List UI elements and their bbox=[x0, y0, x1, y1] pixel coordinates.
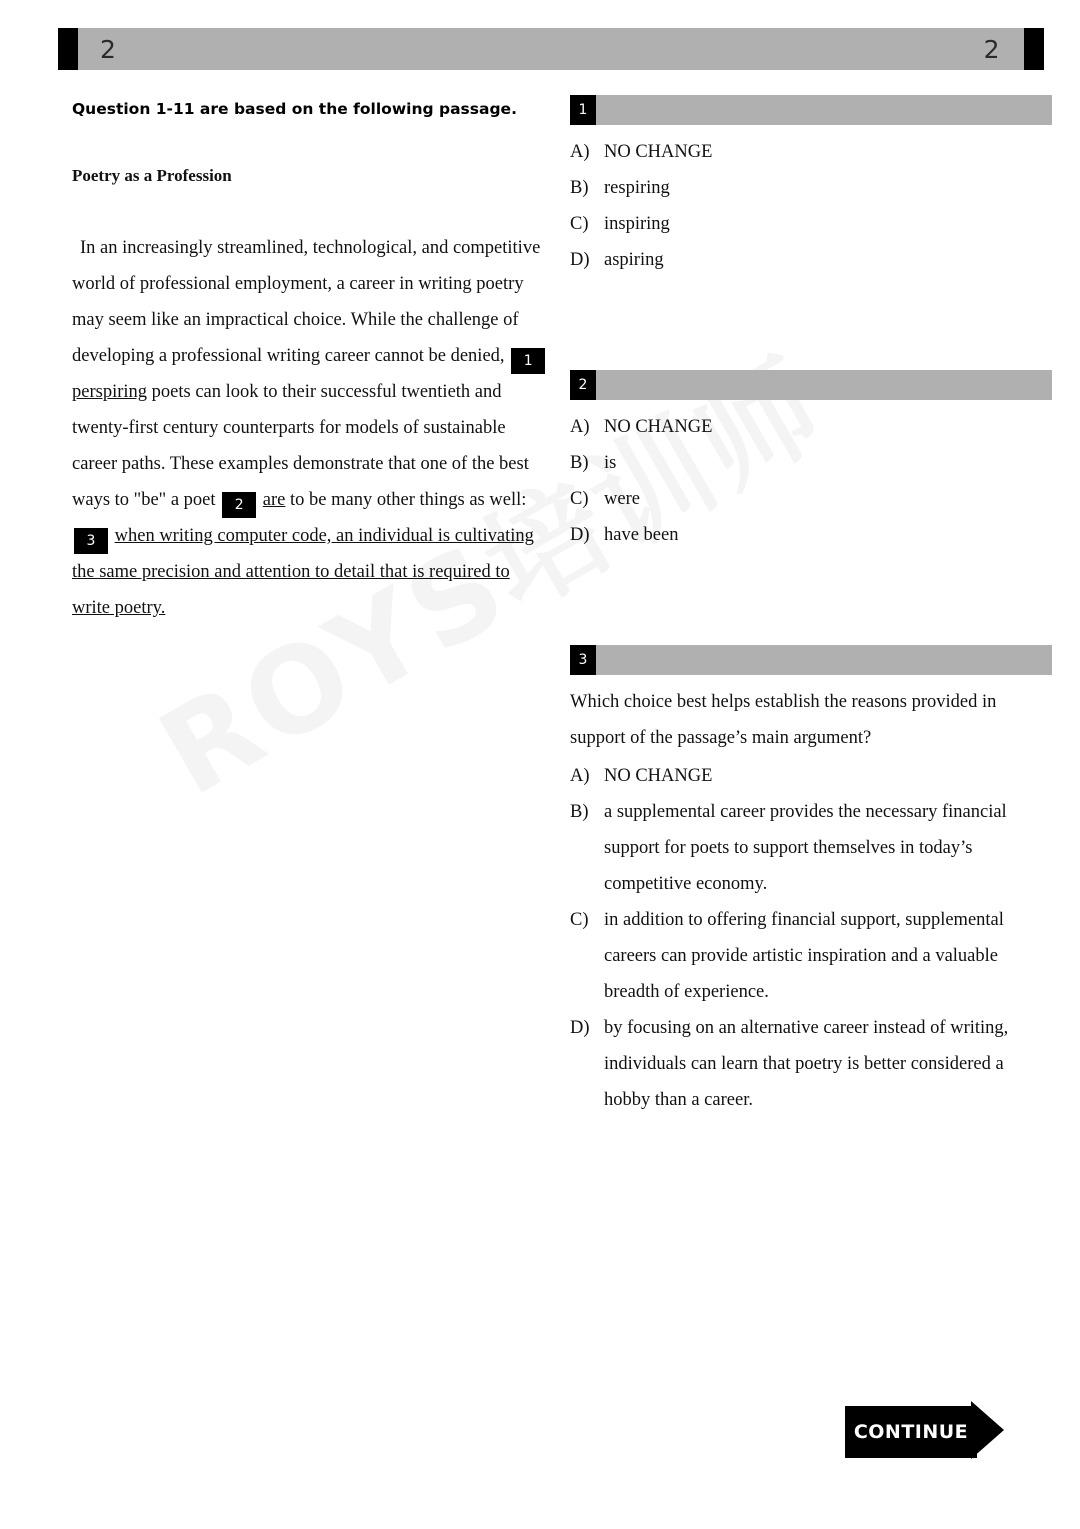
passage-column bbox=[72, 100, 550, 626]
page-number-left: 2 bbox=[100, 34, 117, 64]
inline-marker-2[interactable]: 2 bbox=[222, 492, 256, 518]
question-1-choice-b[interactable] bbox=[570, 170, 1052, 206]
choice-letter: B) bbox=[570, 178, 589, 198]
choice-letter: C) bbox=[570, 910, 589, 930]
choice-text: inspiring bbox=[604, 214, 670, 234]
choice-letter: D) bbox=[570, 525, 590, 545]
choice-text: respiring bbox=[604, 178, 670, 198]
question-3 bbox=[570, 645, 1052, 1118]
choice-text: NO CHANGE bbox=[604, 142, 713, 162]
page-number-right: 2 bbox=[983, 34, 1000, 64]
header-middle bbox=[78, 28, 1024, 70]
page-header bbox=[58, 28, 1044, 70]
passage-segment-3: to be many other things as well: bbox=[290, 490, 527, 510]
choice-text: a supplemental career provides the necessary financial support for poets to support themselves in today’s competitive economy. bbox=[604, 802, 1007, 894]
inline-marker-1[interactable]: 1 bbox=[511, 348, 545, 374]
choice-letter: A) bbox=[570, 766, 590, 786]
choice-letter: A) bbox=[570, 142, 590, 162]
choice-text: aspiring bbox=[604, 250, 664, 270]
question-3-number: 3 bbox=[570, 645, 596, 675]
continue-label: CONTINUE bbox=[845, 1406, 977, 1458]
passage-underline-1: perspiring bbox=[72, 382, 148, 402]
passage-segment-2: poets can look to their successful twentieth and twenty-first century counterparts for models of sustainable career paths. These examples demonstrate that one of the best ways to "be" a poet bbox=[72, 382, 529, 510]
passage-body bbox=[72, 230, 550, 626]
question-1 bbox=[570, 95, 1052, 278]
choice-text: NO CHANGE bbox=[604, 766, 713, 786]
question-2-choice-a[interactable] bbox=[570, 409, 1052, 445]
continue-banner[interactable] bbox=[845, 1406, 1005, 1454]
question-3-stem: Which choice best helps establish the reasons provided in support of the passage’s main argument? bbox=[570, 692, 997, 748]
question-1-choice-a[interactable] bbox=[570, 134, 1052, 170]
choice-text: by focusing on an alternative career instead of writing, individuals can learn that poetry is better considered a hobby than a career. bbox=[604, 1018, 1009, 1110]
choice-letter: B) bbox=[570, 802, 589, 822]
question-3-choice-a[interactable] bbox=[570, 758, 1052, 794]
choice-letter: A) bbox=[570, 417, 590, 437]
question-2-choice-b[interactable] bbox=[570, 445, 1052, 481]
choice-text: in addition to offering financial support, supplemental careers can provide artistic inspiration and a valuable breadth of experience. bbox=[604, 910, 1004, 1002]
question-2-header bbox=[570, 370, 1052, 400]
question-3-choice-c[interactable] bbox=[570, 902, 1052, 1010]
question-1-header bbox=[570, 95, 1052, 125]
question-3-choice-d[interactable] bbox=[570, 1010, 1052, 1118]
question-1-choice-d[interactable] bbox=[570, 242, 1052, 278]
header-right-block bbox=[1024, 28, 1044, 70]
choice-letter: D) bbox=[570, 250, 590, 270]
passage-underline-2: are bbox=[262, 490, 286, 510]
question-2-number: 2 bbox=[570, 370, 596, 400]
choice-letter: B) bbox=[570, 453, 589, 473]
question-2-choice-c[interactable] bbox=[570, 481, 1052, 517]
choice-text: have been bbox=[604, 525, 679, 545]
question-2 bbox=[570, 370, 1052, 553]
passage-title: Poetry as a Profession bbox=[72, 166, 232, 185]
header-left-block bbox=[58, 28, 78, 70]
question-1-choice-c[interactable] bbox=[570, 206, 1052, 242]
question-2-choice-d[interactable] bbox=[570, 517, 1052, 553]
passage-underline-3: when writing computer code, an individual is cultivating the same precision and attention to detail that is required to write poetry. bbox=[72, 526, 534, 618]
choice-letter: C) bbox=[570, 489, 589, 509]
choice-text: is bbox=[604, 453, 617, 473]
questions-column bbox=[570, 95, 1052, 1118]
question-1-number: 1 bbox=[570, 95, 596, 125]
choice-letter: C) bbox=[570, 214, 589, 234]
inline-marker-3[interactable]: 3 bbox=[74, 528, 108, 554]
passage-segment-1: In an increasingly streamlined, technological, and competitive world of professional employment, a career in writing poetry may seem like an impractical choice. While the challenge of developing a professional writing career cannot be denied, bbox=[72, 238, 541, 366]
choice-text: NO CHANGE bbox=[604, 417, 713, 437]
choice-letter: D) bbox=[570, 1018, 590, 1038]
question-range-heading: Question 1-11 are based on the following passage. bbox=[72, 100, 517, 118]
question-3-header bbox=[570, 645, 1052, 675]
choice-text: were bbox=[604, 489, 640, 509]
question-3-choice-b[interactable] bbox=[570, 794, 1052, 902]
